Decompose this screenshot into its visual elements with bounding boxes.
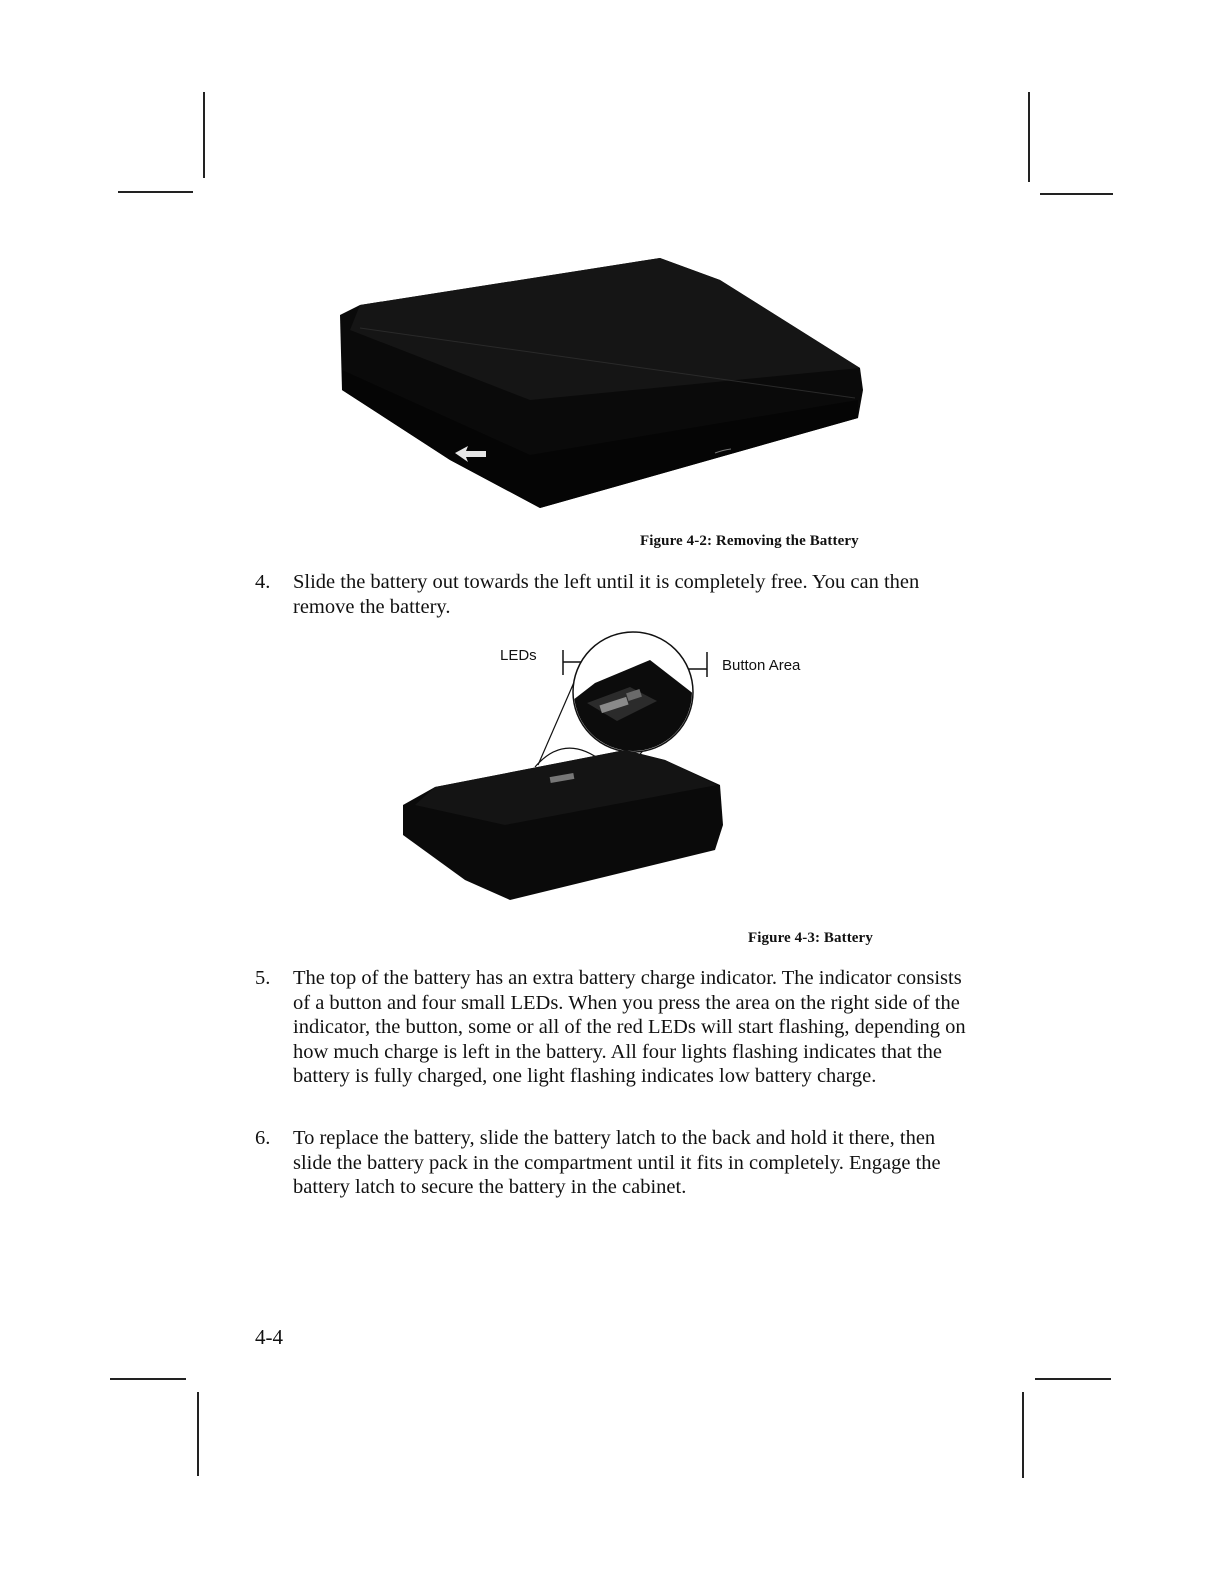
callout-button-area: Button Area	[722, 657, 801, 674]
crop-mark-bottom-right-vertical	[1022, 1392, 1024, 1478]
crop-mark-bottom-left-vertical	[197, 1392, 199, 1476]
battery-indicator-illustration	[395, 625, 740, 905]
figure-caption-battery: Figure 4-3: Battery	[748, 930, 873, 946]
crop-mark-top-left-vertical	[203, 92, 205, 178]
step-number: 5.	[255, 967, 271, 989]
battery-removal-illustration	[330, 250, 875, 515]
crop-mark-top-right-vertical	[1028, 92, 1030, 182]
crop-mark-top-left-horizontal	[118, 191, 193, 193]
step-text: To replace the battery, slide the battery latch to the back and hold it there, then slide the battery pack in the compartment until it fits in completely. Engage the battery latch to secure the battery in the cabinet.	[293, 1127, 941, 1198]
step-number: 4.	[255, 571, 271, 593]
step-number: 6.	[255, 1127, 271, 1149]
crop-mark-bottom-left-horizontal	[110, 1378, 186, 1380]
step-text: Slide the battery out towards the left until it is completely free. You can then remove the battery.	[293, 571, 920, 618]
step-text: The top of the battery has an extra battery charge indicator. The indicator consists of a button and four small LEDs. When you press the area on the right side of the indicator, the button, some or all of the red LEDs will start flashing, depending on how much charge is left in the battery. All four lights flashing indicates that the battery is fully charged, one light flashing indicates low battery charge.	[293, 967, 966, 1087]
page-number: 4-4	[255, 1325, 283, 1349]
callout-leds: LEDs	[500, 647, 537, 664]
crop-mark-bottom-right-horizontal	[1035, 1378, 1111, 1380]
figure-caption-removing-battery: Figure 4-2: Removing the Battery	[640, 533, 859, 549]
crop-mark-top-right-horizontal	[1040, 193, 1113, 195]
